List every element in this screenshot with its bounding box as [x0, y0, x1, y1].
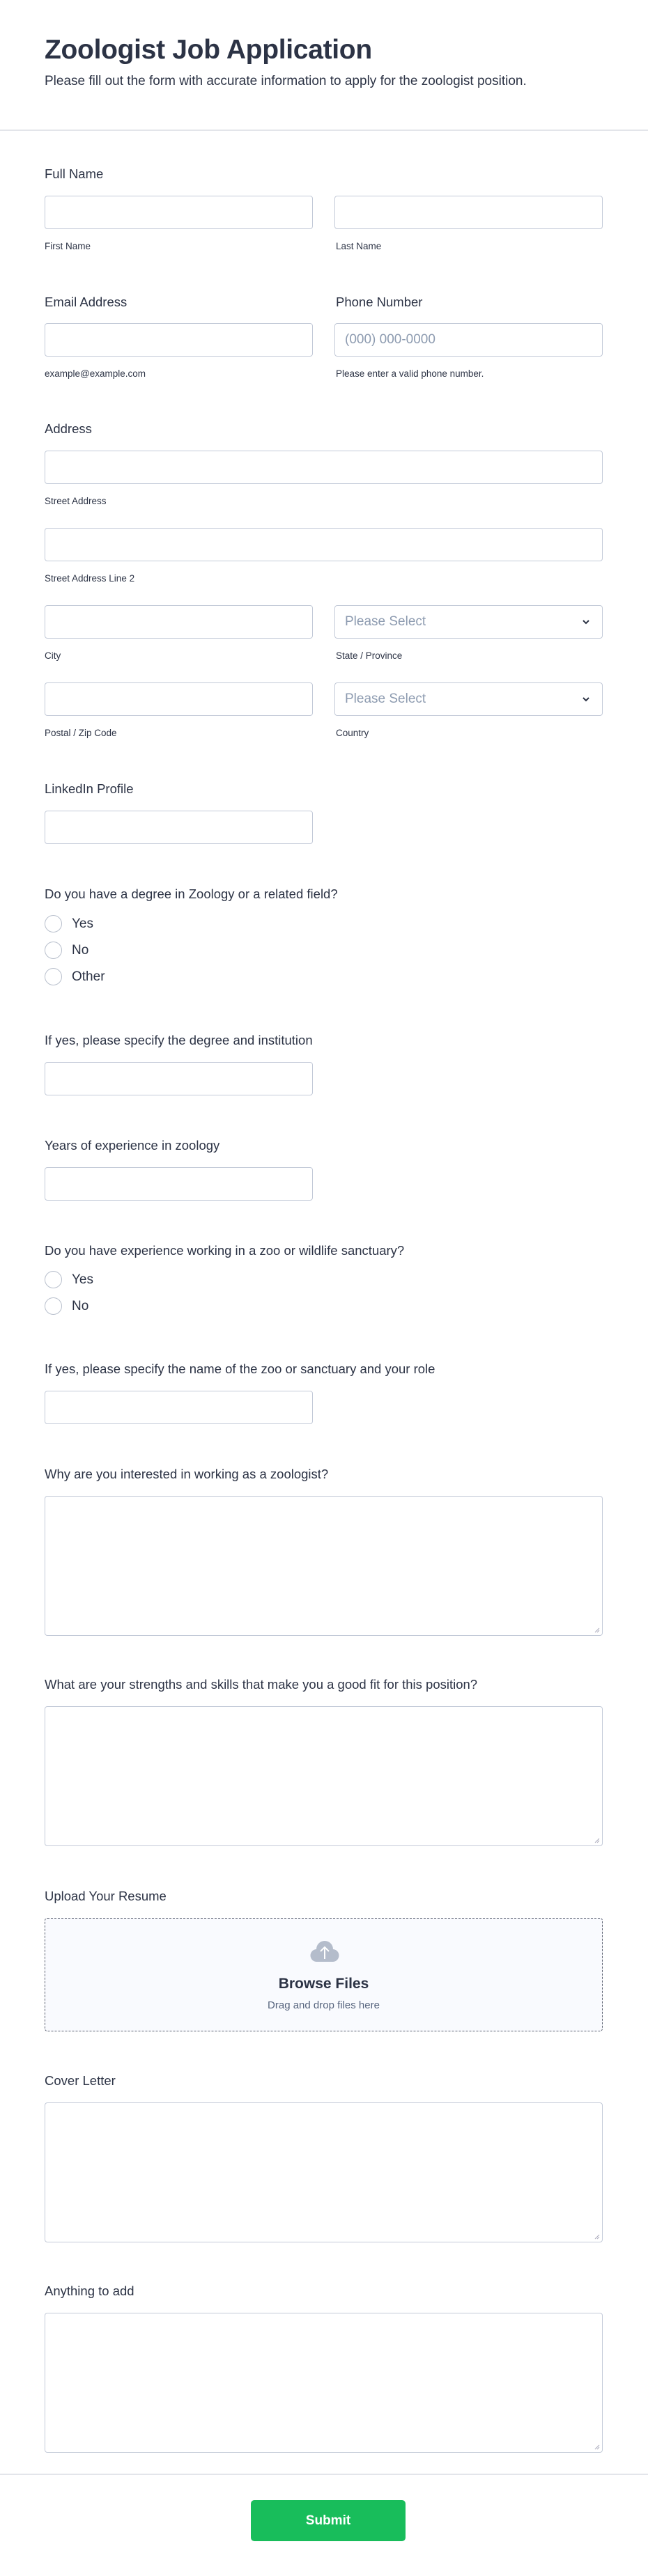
- submit-button[interactable]: Submit: [251, 2500, 406, 2541]
- radio-circle-icon[interactable]: [45, 942, 62, 959]
- resume-label: Upload Your Resume: [45, 1889, 167, 1903]
- street-address-line2-sublabel: Street Address Line 2: [45, 573, 135, 584]
- degree-option-other[interactable]: [45, 968, 105, 985]
- phone-placeholder: (000) 000-0000: [345, 332, 435, 347]
- postal-sublabel: Postal / Zip Code: [45, 728, 117, 738]
- form-subtitle: Please fill out the form with accurate information to apply for the zoologist position.: [45, 74, 527, 88]
- form-title: Zoologist Job Application: [45, 35, 372, 65]
- state-select[interactable]: [334, 605, 603, 639]
- email-hint: example@example.com: [45, 368, 146, 379]
- country-placeholder: Please Select: [345, 692, 426, 706]
- footer-divider: [0, 2474, 648, 2475]
- option-label: Yes: [72, 916, 93, 931]
- radio-circle-icon[interactable]: [45, 968, 62, 985]
- linkedin-label: LinkedIn Profile: [45, 781, 134, 796]
- cover-letter-label: Cover Letter: [45, 2073, 116, 2088]
- option-label: No: [72, 942, 89, 958]
- radio-circle-icon[interactable]: [45, 1271, 62, 1288]
- first-name-sublabel: First Name: [45, 241, 91, 251]
- full-name-label: Full Name: [45, 166, 104, 181]
- radio-circle-icon[interactable]: [45, 915, 62, 932]
- city-sublabel: City: [45, 650, 61, 661]
- option-label: Other: [72, 969, 105, 984]
- option-label: No: [72, 1298, 89, 1313]
- browse-files-label[interactable]: Browse Files: [278, 1976, 369, 1992]
- header-divider: [0, 130, 648, 131]
- resize-handle-icon[interactable]: [594, 2233, 600, 2240]
- zoo-detail-input[interactable]: [45, 1391, 313, 1424]
- street-address-line2-input[interactable]: [45, 528, 603, 561]
- drag-drop-hint: Drag and drop files here: [268, 1999, 380, 2011]
- resize-handle-icon[interactable]: [594, 1627, 600, 1633]
- country-sublabel: Country: [336, 728, 369, 738]
- cloud-upload-icon: [310, 1938, 339, 1963]
- zoo-experience-question: Do you have experience working in a zoo or wildlife sanctuary?: [45, 1243, 405, 1258]
- years-label: Years of experience in zoology: [45, 1138, 220, 1153]
- phone-input[interactable]: [334, 323, 603, 357]
- street-address-sublabel: Street Address: [45, 496, 107, 506]
- strengths-label: What are your strengths and skills that make you a good fit for this position?: [45, 1677, 478, 1692]
- anything-to-add-label: Anything to add: [45, 2284, 134, 2298]
- state-placeholder: Please Select: [345, 614, 426, 629]
- postal-input[interactable]: [45, 682, 313, 716]
- why-label: Why are you interested in working as a zoologist?: [45, 1467, 329, 1481]
- degree-question: Do you have a degree in Zoology or a related field?: [45, 887, 338, 901]
- state-sublabel: State / Province: [336, 650, 403, 661]
- city-input[interactable]: [45, 605, 313, 639]
- resize-handle-icon[interactable]: [594, 2444, 600, 2450]
- anything-to-add-textarea[interactable]: [45, 2313, 603, 2453]
- radio-circle-icon[interactable]: [45, 1297, 62, 1315]
- first-name-input[interactable]: [45, 196, 313, 229]
- address-label: Address: [45, 421, 92, 436]
- linkedin-input[interactable]: [45, 811, 313, 844]
- degree-option-yes[interactable]: [45, 915, 93, 932]
- chevron-down-icon: [580, 693, 592, 705]
- zoo-detail-label: If yes, please specify the name of the zoo or sanctuary and your role: [45, 1361, 435, 1376]
- street-address-input[interactable]: [45, 451, 603, 484]
- last-name-sublabel: Last Name: [336, 241, 382, 251]
- resume-dropzone[interactable]: [45, 1918, 603, 2031]
- phone-hint: Please enter a valid phone number.: [336, 368, 484, 379]
- years-input[interactable]: [45, 1167, 313, 1201]
- why-textarea[interactable]: [45, 1496, 603, 1636]
- zoo-option-no[interactable]: [45, 1297, 88, 1315]
- degree-detail-label: If yes, please specify the degree and institution: [45, 1033, 313, 1047]
- resize-handle-icon[interactable]: [594, 1837, 600, 1843]
- cover-letter-textarea[interactable]: [45, 2102, 603, 2242]
- zoo-option-yes[interactable]: [45, 1271, 93, 1288]
- last-name-input[interactable]: [334, 196, 603, 229]
- chevron-down-icon: [580, 616, 592, 628]
- country-select[interactable]: [334, 682, 603, 716]
- email-label: Email Address: [45, 295, 128, 309]
- phone-label: Phone Number: [336, 295, 423, 309]
- degree-option-no[interactable]: [45, 942, 88, 959]
- strengths-textarea[interactable]: [45, 1706, 603, 1846]
- email-input[interactable]: [45, 323, 313, 357]
- degree-detail-input[interactable]: [45, 1062, 313, 1095]
- option-label: Yes: [72, 1272, 93, 1287]
